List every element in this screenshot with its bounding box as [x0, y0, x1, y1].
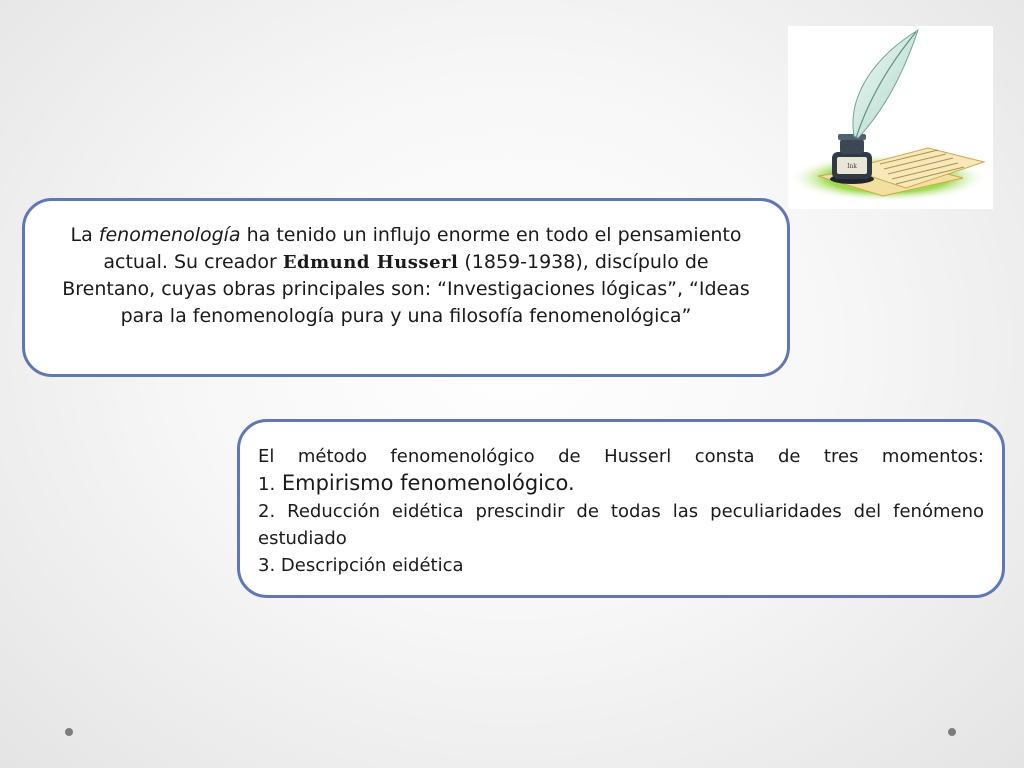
method-heading: El método fenomenológico de Husserl consta de tres momentos: — [258, 446, 984, 467]
intro-text-after-term: ha tenido un influjo enorme en todo el pensamiento actual. Su creador — [103, 224, 742, 273]
intro-text-after-name: (1859-1938), discípulo de Brentano, cuyas obras principales son: “Investigaciones lógicas”, “Ideas para la fenomenología pura y una filosofía fenomenológica” — [62, 251, 750, 327]
founder-name: Edmund Husserl — [282, 252, 459, 273]
slide-decoration-dot-right — [948, 728, 956, 736]
method-step-2-label: Reducción eidética prescindir de todas las peculiaridades del fenómeno estudiado — [258, 501, 984, 549]
quill-inkwell-icon — [788, 26, 993, 209]
method-step-2-number: 2. — [258, 501, 276, 522]
metodo-fenomenologico-box — [237, 419, 1005, 598]
slide-decoration-dot-left — [65, 728, 73, 736]
method-step-3 — [258, 552, 984, 579]
fenomenologia-term: fenomenología — [98, 224, 241, 246]
method-step-1 — [258, 470, 984, 498]
method-step-3-number: 3. — [258, 555, 276, 576]
method-step-1-label: Empirismo fenomenológico. — [275, 471, 575, 495]
fenomenologia-intro-box — [22, 198, 790, 377]
method-step-2 — [258, 498, 984, 552]
method-step-1-number: 1. — [258, 474, 276, 495]
svg-text:Ink: Ink — [847, 163, 857, 170]
method-step-3-label: Descripción eidética — [275, 555, 464, 576]
intro-text-before: La — [70, 224, 99, 246]
